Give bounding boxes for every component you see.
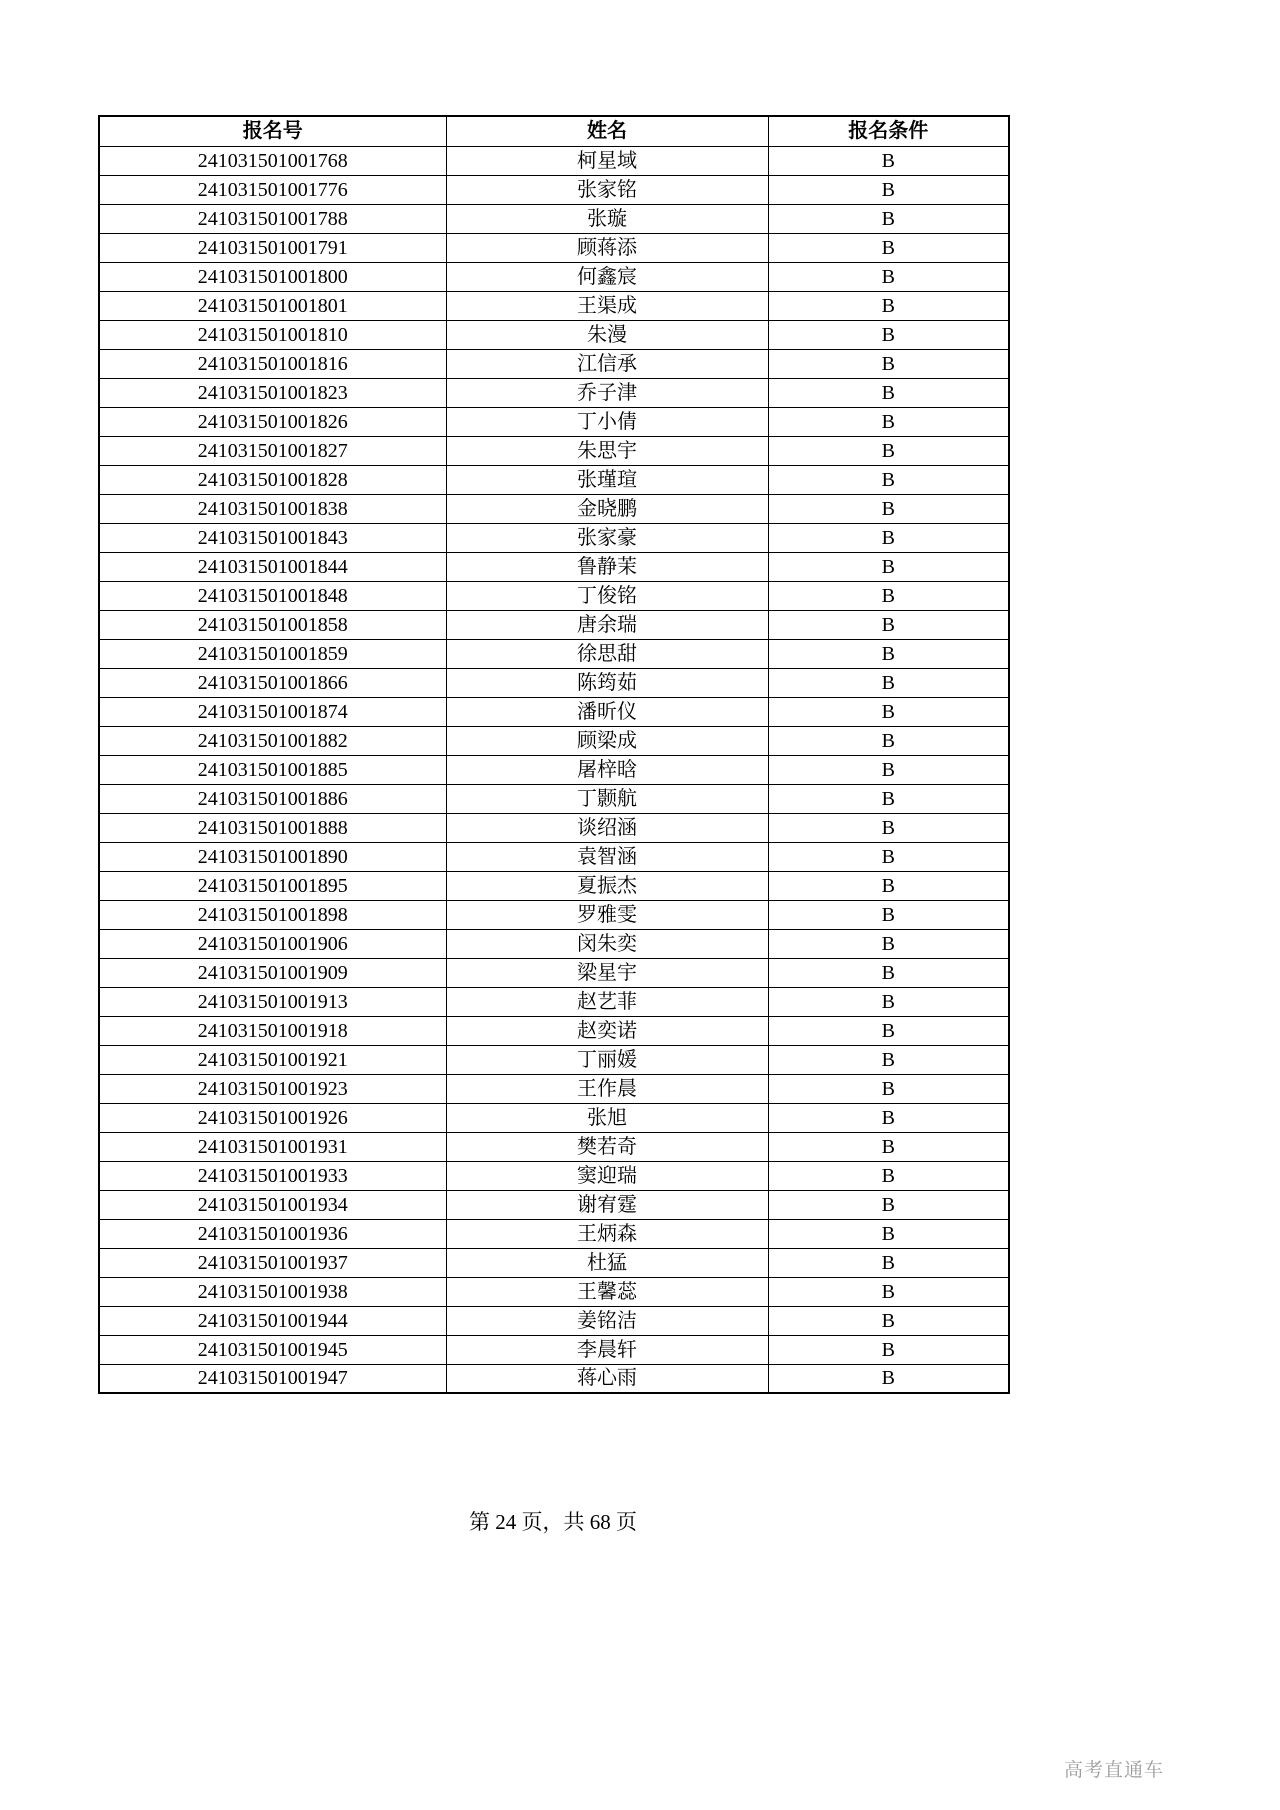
condition-cell: B [768,784,1009,813]
condition-cell: B [768,1219,1009,1248]
registration-number-cell: 241031501001768 [99,146,446,175]
condition-cell: B [768,1045,1009,1074]
condition-cell: B [768,233,1009,262]
registration-number-cell: 241031501001921 [99,1045,446,1074]
condition-cell: B [768,813,1009,842]
condition-cell: B [768,262,1009,291]
registration-number-cell: 241031501001859 [99,639,446,668]
condition-cell: B [768,1248,1009,1277]
registration-number-cell: 241031501001938 [99,1277,446,1306]
registration-number-cell: 241031501001936 [99,1219,446,1248]
table-body [99,146,1009,1393]
name-cell: 丁俊铭 [446,581,768,610]
header-condition: 报名条件 [768,116,1009,146]
table-row [99,639,1009,668]
table-row [99,581,1009,610]
condition-cell: B [768,1161,1009,1190]
table-row [99,726,1009,755]
registration-number-cell: 241031501001906 [99,929,446,958]
condition-cell: B [768,900,1009,929]
table-row [99,842,1009,871]
condition-cell: B [768,291,1009,320]
table-row [99,1248,1009,1277]
condition-cell: B [768,668,1009,697]
name-cell: 唐余瑞 [446,610,768,639]
condition-cell: B [768,1277,1009,1306]
name-cell: 姜铭洁 [446,1306,768,1335]
table-row [99,233,1009,262]
table-row [99,784,1009,813]
condition-cell: B [768,494,1009,523]
registration-number-cell: 241031501001947 [99,1364,446,1393]
condition-cell: B [768,958,1009,987]
table-row [99,552,1009,581]
name-cell: 蒋心雨 [446,1364,768,1393]
name-cell: 李晨轩 [446,1335,768,1364]
registration-number-cell: 241031501001816 [99,349,446,378]
registration-number-cell: 241031501001788 [99,204,446,233]
name-cell: 屠梓晗 [446,755,768,784]
table-row [99,1306,1009,1335]
condition-cell: B [768,697,1009,726]
registration-number-cell: 241031501001791 [99,233,446,262]
name-cell: 王炳森 [446,1219,768,1248]
registration-number-cell: 241031501001828 [99,465,446,494]
name-cell: 金晓鹏 [446,494,768,523]
table-row [99,1364,1009,1393]
table-row [99,1074,1009,1103]
name-cell: 窦迎瑞 [446,1161,768,1190]
table-row [99,871,1009,900]
name-cell: 张家豪 [446,523,768,552]
name-cell: 朱漫 [446,320,768,349]
registration-number-cell: 241031501001823 [99,378,446,407]
page-footer: 第 24 页，共 68 页 [469,1510,637,1534]
table-row [99,291,1009,320]
table-row [99,668,1009,697]
registration-number-cell: 241031501001937 [99,1248,446,1277]
registration-number-cell: 241031501001913 [99,987,446,1016]
registration-number-cell: 241031501001886 [99,784,446,813]
table-row [99,262,1009,291]
name-cell: 陈筠茹 [446,668,768,697]
name-cell: 闵朱奕 [446,929,768,958]
table-row [99,1016,1009,1045]
condition-cell: B [768,320,1009,349]
header-registration-number: 报名号 [99,116,446,146]
name-cell: 罗雅雯 [446,900,768,929]
table-row [99,407,1009,436]
registration-number-cell: 241031501001874 [99,697,446,726]
condition-cell: B [768,929,1009,958]
table-row [99,697,1009,726]
name-cell: 梁星宇 [446,958,768,987]
table-row [99,1277,1009,1306]
table-row [99,1045,1009,1074]
name-cell: 张璇 [446,204,768,233]
condition-cell: B [768,552,1009,581]
registration-number-cell: 241031501001826 [99,407,446,436]
registration-number-cell: 241031501001888 [99,813,446,842]
condition-cell: B [768,871,1009,900]
name-cell: 顾蒋添 [446,233,768,262]
condition-cell: B [768,523,1009,552]
registration-number-cell: 241031501001890 [99,842,446,871]
name-cell: 杜猛 [446,1248,768,1277]
table-row [99,204,1009,233]
name-cell: 张旭 [446,1103,768,1132]
condition-cell: B [768,1074,1009,1103]
table-row [99,146,1009,175]
name-cell: 王馨蕊 [446,1277,768,1306]
name-cell: 柯星域 [446,146,768,175]
registration-number-cell: 241031501001926 [99,1103,446,1132]
name-cell: 江信承 [446,349,768,378]
condition-cell: B [768,987,1009,1016]
registration-number-cell: 241031501001934 [99,1190,446,1219]
registration-number-cell: 241031501001801 [99,291,446,320]
table-row [99,349,1009,378]
name-cell: 谈绍涵 [446,813,768,842]
registration-number-cell: 241031501001885 [99,755,446,784]
registration-number-cell: 241031501001843 [99,523,446,552]
registration-number-cell: 241031501001898 [99,900,446,929]
condition-cell: B [768,610,1009,639]
condition-cell: B [768,146,1009,175]
name-cell: 樊若奇 [446,1132,768,1161]
condition-cell: B [768,204,1009,233]
table-row [99,900,1009,929]
registration-number-cell: 241031501001800 [99,262,446,291]
condition-cell: B [768,1306,1009,1335]
registration-number-cell: 241031501001858 [99,610,446,639]
registration-number-cell: 241031501001944 [99,1306,446,1335]
name-cell: 谢宥霆 [446,1190,768,1219]
name-cell: 顾梁成 [446,726,768,755]
table-row [99,929,1009,958]
table-row [99,378,1009,407]
name-cell: 袁智涵 [446,842,768,871]
registration-number-cell: 241031501001882 [99,726,446,755]
table-row [99,1161,1009,1190]
table-row [99,494,1009,523]
name-cell: 何鑫宸 [446,262,768,291]
registration-number-cell: 241031501001909 [99,958,446,987]
condition-cell: B [768,349,1009,378]
name-cell: 潘昕仪 [446,697,768,726]
condition-cell: B [768,1335,1009,1364]
registration-number-cell: 241031501001945 [99,1335,446,1364]
registration-number-cell: 241031501001844 [99,552,446,581]
registration-number-cell: 241031501001931 [99,1132,446,1161]
registration-number-cell: 241031501001848 [99,581,446,610]
name-cell: 朱思宇 [446,436,768,465]
condition-cell: B [768,436,1009,465]
table-row [99,175,1009,204]
condition-cell: B [768,1016,1009,1045]
table-row [99,610,1009,639]
name-cell: 张瑾瑄 [446,465,768,494]
registration-number-cell: 241031501001827 [99,436,446,465]
name-cell: 王作晨 [446,1074,768,1103]
table-row [99,320,1009,349]
name-cell: 鲁静茉 [446,552,768,581]
name-cell: 王渠成 [446,291,768,320]
registration-number-cell: 241031501001810 [99,320,446,349]
registration-number-cell: 241031501001895 [99,871,446,900]
name-cell: 赵奕诺 [446,1016,768,1045]
registration-table [98,115,1010,1394]
condition-cell: B [768,1190,1009,1219]
condition-cell: B [768,1103,1009,1132]
condition-cell: B [768,755,1009,784]
table-row [99,958,1009,987]
watermark: 高考直通车 [1063,1760,1164,1781]
table-row [99,436,1009,465]
condition-cell: B [768,842,1009,871]
table-row [99,1190,1009,1219]
table-row [99,1132,1009,1161]
table-row [99,1103,1009,1132]
name-cell: 丁颢航 [446,784,768,813]
table-row [99,1335,1009,1364]
name-cell: 乔子津 [446,378,768,407]
condition-cell: B [768,378,1009,407]
table-row [99,987,1009,1016]
name-cell: 丁小倩 [446,407,768,436]
table-row [99,465,1009,494]
table-header-row [99,116,1009,146]
condition-cell: B [768,407,1009,436]
condition-cell: B [768,1132,1009,1161]
name-cell: 夏振杰 [446,871,768,900]
registration-number-cell: 241031501001923 [99,1074,446,1103]
table-row [99,523,1009,552]
table-row [99,755,1009,784]
header-name: 姓名 [446,116,768,146]
name-cell: 徐思甜 [446,639,768,668]
registration-number-cell: 241031501001866 [99,668,446,697]
registration-number-cell: 241031501001933 [99,1161,446,1190]
condition-cell: B [768,581,1009,610]
table-row [99,1219,1009,1248]
condition-cell: B [768,465,1009,494]
name-cell: 丁丽媛 [446,1045,768,1074]
name-cell: 赵艺菲 [446,987,768,1016]
registration-number-cell: 241031501001776 [99,175,446,204]
name-cell: 张家铭 [446,175,768,204]
registration-number-cell: 241031501001918 [99,1016,446,1045]
condition-cell: B [768,175,1009,204]
condition-cell: B [768,639,1009,668]
condition-cell: B [768,726,1009,755]
condition-cell: B [768,1364,1009,1393]
registration-number-cell: 241031501001838 [99,494,446,523]
table-row [99,813,1009,842]
